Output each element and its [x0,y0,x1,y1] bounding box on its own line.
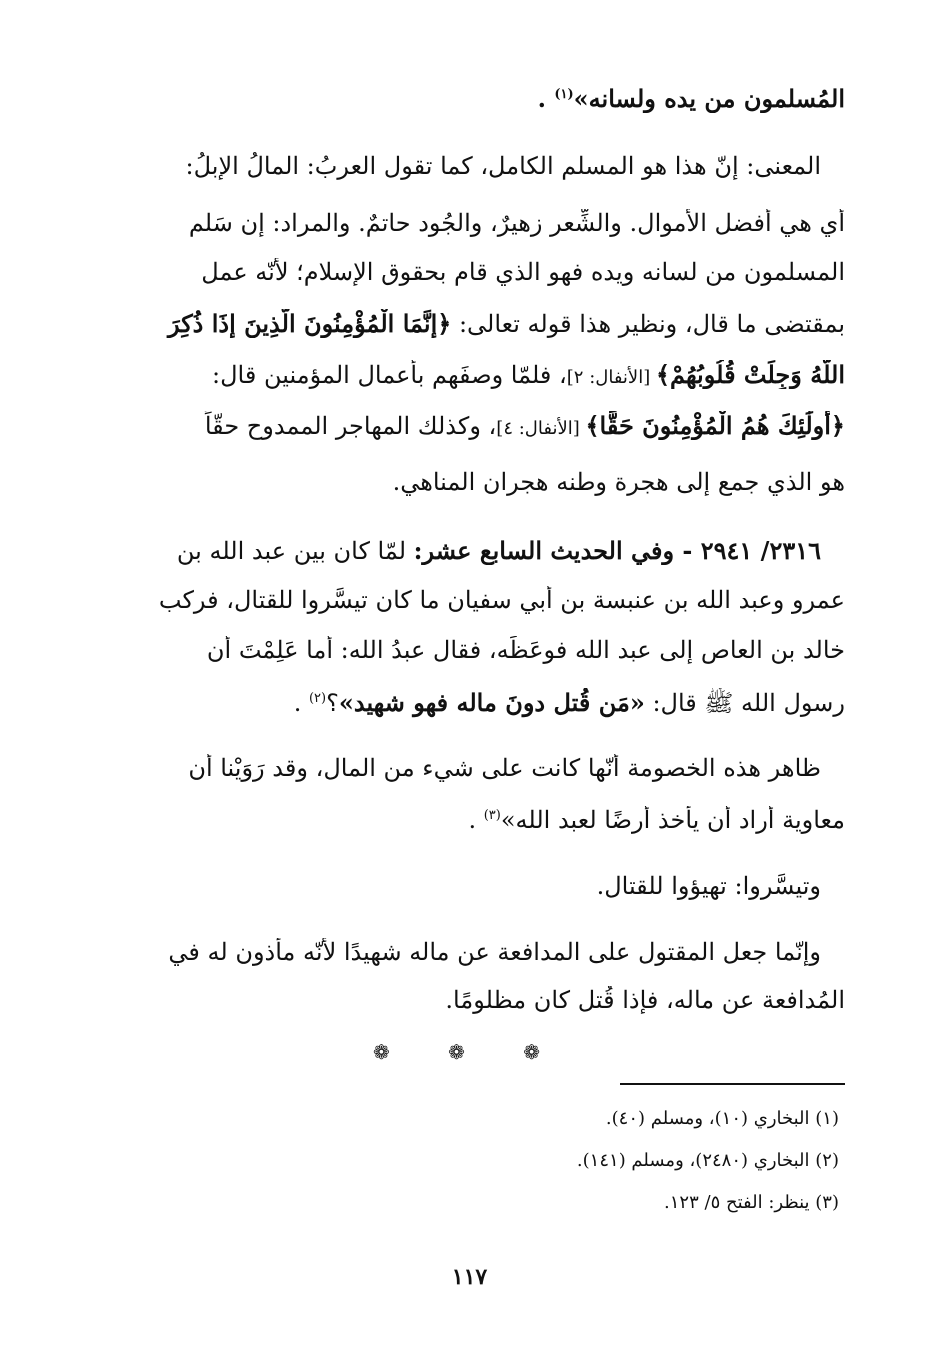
hadith-quote: «مَن قُتل دونَ ماله فهو شهيد» [338,688,645,717]
para3-line1 [100,754,845,782]
para1-line5 [100,360,845,389]
para2-line2-text: عمرو وعبد الله بن عنبسة بن أبي سفيان ما كان تيسَّروا للقتال، فركب [158,586,845,614]
para1-line6 [100,411,845,440]
para2-line2 [100,586,845,614]
footnote-ref-3: (٣) [483,808,501,823]
para5-line2 [100,986,845,1014]
quran-verse-1b: اللَّهُ وَجِلَتْ قُلُوبُهُمْ﴾ [655,360,845,389]
footnote-ref-1: (١) [554,87,574,102]
para1-line2-text: أي هي أفضل الأموال. والشِّعر زهيرٌ، والجُود حاتمٌ. والمراد: إن سَلم [188,209,845,237]
para1-line7 [100,468,845,496]
para5-line2-text: المُدافعة عن ماله، فإذا قُتل كان مظلومًا. [445,986,845,1014]
para1-line2 [100,209,845,237]
footnote-rule [620,1083,845,1085]
para2-line1-text: لمّا كان بين عبد الله بن [176,537,414,565]
para1-line6-text: ، وكذلك المهاجر الممدوح حقّاً [204,412,497,440]
footnote-ref-2: (٢) [308,691,327,706]
footnote-1: (١) البخاري (١٠)، ومسلم (٤٠). [605,1108,839,1129]
para2-line4-end: . [293,689,309,717]
para3-line2-text: معاوية أراد أن يأخذ أرضًا لعبد الله» [500,806,845,834]
para1-line5-text: ، فلمّا وصفَهم بأعمال المؤمنين قال: [212,361,567,389]
para3-line2 [100,806,845,834]
para4-line1 [100,872,845,900]
para1-line4 [100,309,845,338]
top-line [100,84,845,113]
para2-line4 [100,688,845,723]
section-separator-ornaments: ❁ ❁ ❁ [373,1040,566,1064]
top-line-end: . [537,84,555,113]
footnote-2: (٢) البخاري (٢٤٨٠)، ومسلم (١٤١). [576,1150,839,1171]
para1-line3 [100,258,845,286]
para1-line1 [100,152,845,180]
question-mark: ؟ [326,689,339,717]
para1-line4-text: بمقتضى ما قال، ونظير هذا قوله تعالى: [451,310,845,338]
para5-line1 [100,938,845,966]
hadith-heading: - وفي الحديث السابع عشر: [413,536,701,565]
quran-verse-1a: ﴿إِنَّمَا الْمُؤْمِنُونَ الَّذِينَ إِذَا ذُكِرَ [168,309,452,338]
page-number: ١١٧ [451,1264,488,1290]
para5-line1-text: وإنّما جعل المقتول على المدافعة عن ماله شهيدًا لأنّه مأذون له في [168,938,821,966]
para2-line4-text: رسول الله ﷺ قال: [644,689,845,717]
para3-line2-end: . [468,806,484,834]
para4-line1-text: وتيسَّروا: تهيؤوا للقتال. [596,872,821,900]
para1-line1-text: المعنى: إنّ هذا هو المسلم الكامل، كما تقول العربُ: المالُ الإبلُ: [185,152,821,180]
para3-line1-text: ظاهر هذه الخصومة أنّها كانت على شيء من المال، وقد رَوَيْنا أن [188,754,821,782]
quran-ref-2: [الأنفال: ٤] [496,418,586,439]
para2-line3-text: خالد بن العاص إلى عبد الله فوعَظَه، فقال عبدُ الله: أما عَلِمْتَ أن [206,636,845,664]
quran-verse-2: ﴿أُولَٰئِكَ هُمُ الْمُؤْمِنُونَ حَقًّا﴾ [585,411,845,440]
hadith-number: ٢٣١٦/ ٢٩٤١ [700,536,821,565]
para1-line7-text: هو الذي جمع إلى هجرة وطنه هجران المناهي. [392,468,845,496]
para1-line3-text: المسلمون من لسانه ويده فهو الذي قام بحقوق الإسلام؛ لأنّه عمل [201,258,845,286]
top-line-text: المُسلمون من يده ولسانه» [573,84,845,113]
para2-line3 [100,636,845,664]
quran-ref-1: [الأنفال: ٢] [566,367,656,388]
footnote-3: (٣) ينظر: الفتح ٥/ ١٢٣. [664,1192,839,1213]
para2-line1 [100,536,845,565]
